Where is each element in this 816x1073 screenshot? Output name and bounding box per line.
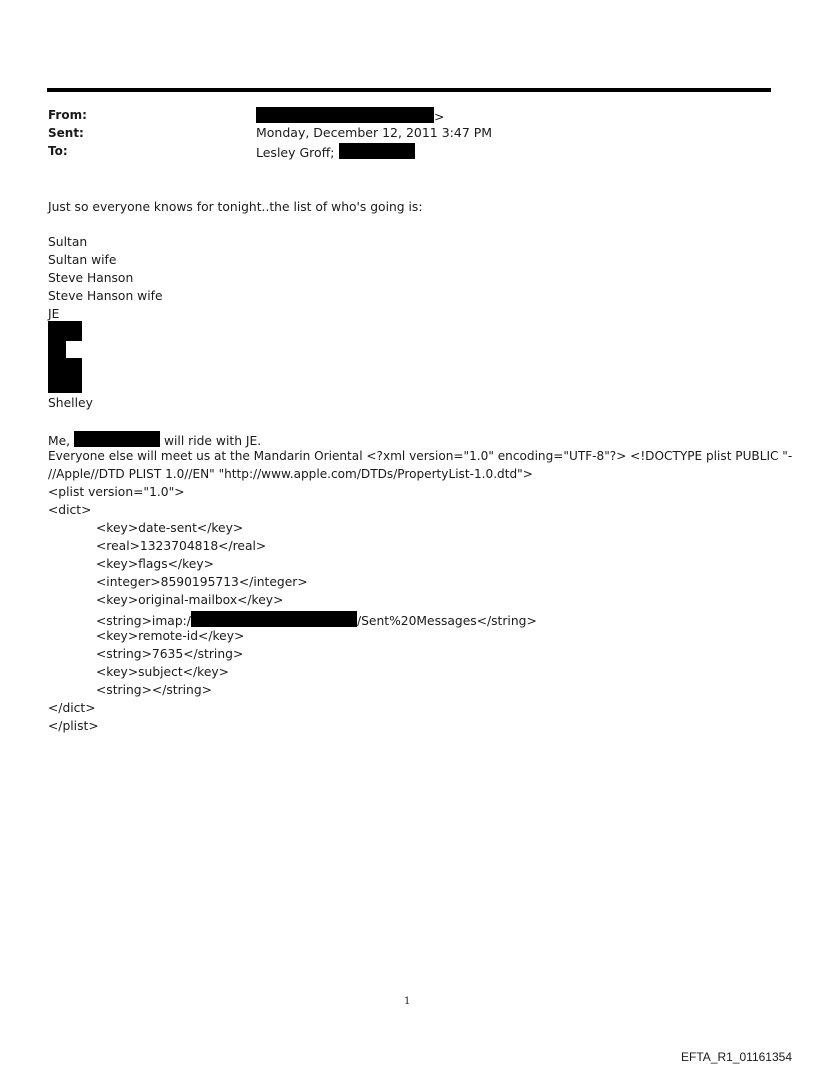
imap-line	[96, 611, 537, 629]
plist-line: <key>flags</key>	[96, 557, 214, 571]
to-value	[256, 143, 415, 160]
intro-text: Just so everyone knows for tonight..the list of who's going is:	[48, 200, 423, 214]
imap-prefix: <string>imap:/	[96, 614, 191, 628]
plist-line: <string></string>	[96, 683, 212, 697]
me-line	[48, 431, 261, 449]
attendee-item: Steve Hanson	[48, 271, 134, 285]
to-recipient: Lesley Groff;	[256, 145, 335, 160]
everyone-line: Everyone else will meet us at the Mandarin Oriental <?xml version="1.0" encoding="UTF-8"?> <!DOCTYPE plist PUBLIC "-	[48, 449, 793, 463]
attendee-item: Sultan	[48, 235, 88, 249]
redaction-block	[48, 358, 82, 376]
from-label: From:	[48, 108, 87, 122]
document-id: EFTA_R1_01161354	[681, 1050, 792, 1064]
plist-close: </plist>	[48, 719, 99, 733]
redaction-block	[339, 143, 415, 159]
sent-label: Sent:	[48, 126, 84, 140]
plist-line: <string>7635</string>	[96, 647, 244, 661]
redaction-block	[256, 107, 434, 123]
redaction-block	[48, 376, 82, 393]
redaction-block	[191, 611, 357, 627]
dict-close: </dict>	[48, 701, 96, 715]
attendee-item: Sultan wife	[48, 253, 117, 267]
plist-line: <real>1323704818</real>	[96, 539, 267, 553]
page-number: 1	[404, 996, 411, 1007]
attendee-item: Steve Hanson wife	[48, 289, 163, 303]
plist-line: <key>subject</key>	[96, 665, 229, 679]
from-value	[256, 107, 444, 124]
plist-line: <key>date-sent</key>	[96, 521, 244, 535]
me-suffix: will ride with JE.	[163, 434, 262, 448]
attendee-item: Shelley	[48, 396, 93, 410]
plist-line: <integer>8590195713</integer>	[96, 575, 308, 589]
me-prefix: Me,	[48, 434, 71, 448]
dict-open: <dict>	[48, 503, 92, 517]
to-label: To:	[48, 144, 68, 158]
plist-line: <key>remote-id</key>	[96, 629, 245, 643]
attendee-item: JE	[48, 307, 60, 321]
redaction-block	[48, 321, 82, 341]
sent-value: Monday, December 12, 2011 3:47 PM	[256, 125, 493, 140]
plist-open: <plist version="1.0">	[48, 485, 185, 499]
plist-line: <key>original-mailbox</key>	[96, 593, 284, 607]
redaction-block	[74, 431, 160, 447]
everyone-line: //Apple//DTD PLIST 1.0//EN" "http://www.apple.com/DTDs/PropertyList-1.0.dtd">	[48, 467, 533, 481]
header-rule	[47, 88, 771, 92]
redaction-block	[48, 341, 66, 358]
from-suffix: >	[434, 109, 445, 124]
imap-suffix: /Sent%20Messages</string>	[356, 614, 537, 628]
